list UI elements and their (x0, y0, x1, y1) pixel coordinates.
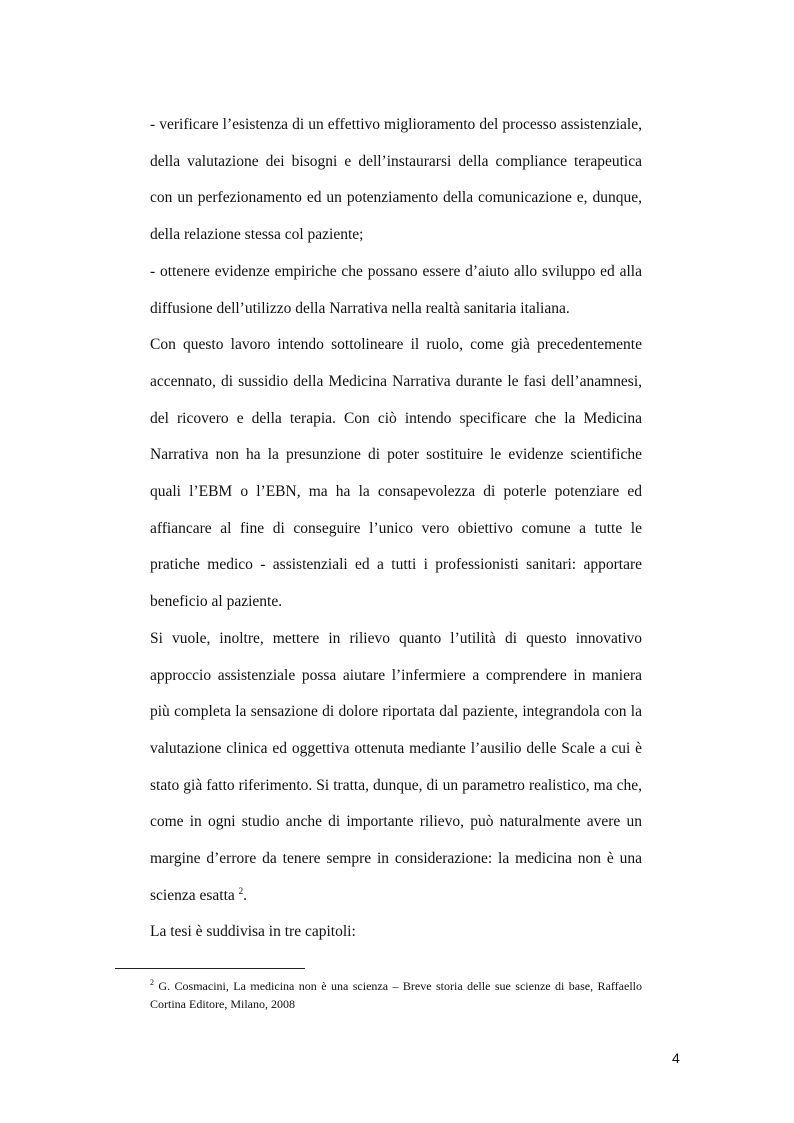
paragraph-objective-1 (150, 107, 642, 254)
body-text (150, 107, 642, 951)
paragraph-purpose (150, 327, 642, 621)
footnote-text: G. Cosmacini, La medicina non è una scienza – Breve storia delle sue scienze di base, Raffaello Cortina Editore, Milano, 2008 (150, 979, 642, 1011)
paragraph-utility (150, 621, 642, 915)
footnote-reference[interactable]: 2 (238, 885, 244, 896)
paragraph-text: Si vuole, inoltre, mettere in rilievo quanto l’utilità di questo innovativo approccio assistenziale possa aiutare l’infermiere a comprendere in maniera più completa la sensazione di dolore riportata dal paziente, integrandola con la valutazione clinica ed oggettiva ottenuta mediante l’ausilio delle Scale a cui è stato già fatto riferimento. Si tratta, dunque, di un parametro realistico, ma che, come in ogni studio anche di importante rilievo, può naturalmente avere un margine d’errore da tenere sempre in considerazione: la medicina non è una scienza esatta (150, 629, 642, 904)
footnote (150, 977, 642, 1013)
paragraph-text: - verificare l’esistenza di un effettivo miglioramento del processo assistenziale, della valutazione dei bisogni e dell’instaurarsi della compliance terapeutica con un perfezionamento ed un potenziamento della comunicazione e, dunque, della relazione stessa col paziente; (150, 116, 642, 244)
paragraph-structure (150, 914, 642, 951)
paragraph-objective-2 (150, 254, 642, 327)
page-number: 4 (672, 1050, 680, 1066)
footnote-separator (115, 968, 305, 969)
paragraph-text: La tesi è suddivisa in tre capitoli: (150, 923, 356, 941)
paragraph-text: Con questo lavoro intendo sottolineare il ruolo, come già precedentemente accennato, di sussidio della Medicina Narrativa durante le fasi dell’anamnesi, del ricovero e della terapia. Con ciò intendo specificare che la Medicina Narrativa non ha la presunzione di poter sostituire le evidenze scientifiche quali l’EBM o l’EBN, ma ha la consapevolezza di poterle potenziare ed affiancare al fine di conseguire l’unico vero obiettivo comune a tutte le pratiche medico - assistenziali ed a tutti i professionisti sanitari: apportare beneficio al paziente. (150, 336, 642, 611)
footnote-number: 2 (150, 978, 154, 987)
paragraph-text: - ottenere evidenze empiriche che possano essere d’aiuto allo sviluppo ed alla diffusione dell’utilizzo della Narrativa nella realtà sanitaria italiana. (150, 262, 642, 317)
sentence-end: . (243, 886, 248, 904)
